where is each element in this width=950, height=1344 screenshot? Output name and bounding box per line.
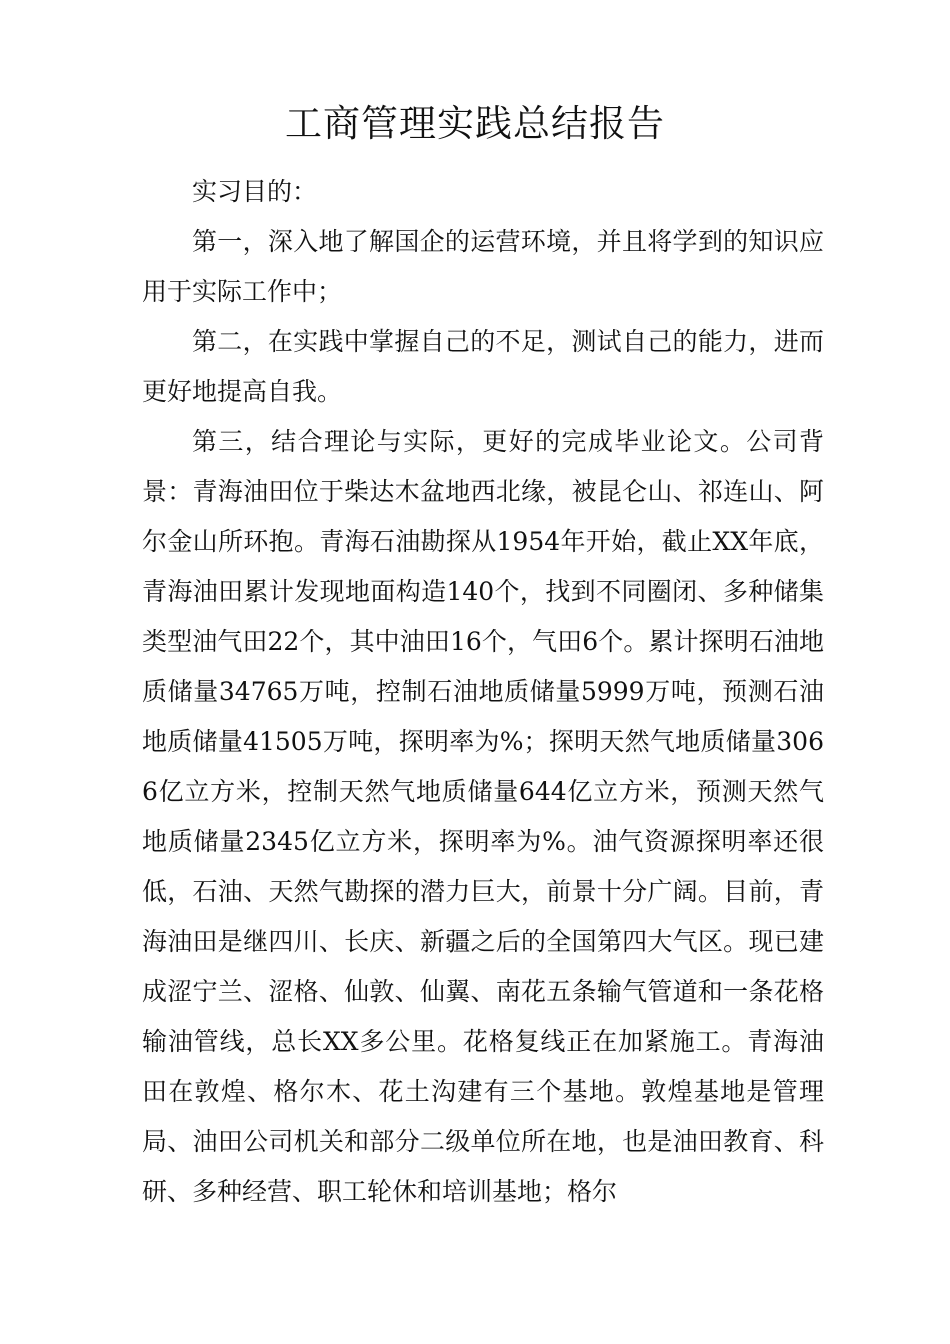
- paragraph-first-point: 第一，深入地了解国企的运营环境，并且将学到的知识应用于实际工作中；: [142, 227, 824, 306]
- paragraph-purpose-heading: 实习目的：: [192, 177, 318, 206]
- document-title: 工商管理实践总结报告: [285, 102, 665, 145]
- paragraph-second-point: 第二，在实践中掌握自己的不足，测试自己的能力，进而更好地提高自我。: [142, 327, 824, 406]
- document-body: [142, 167, 824, 1217]
- paragraph-third-point-background: 第三，结合理论与实际，更好的完成毕业论文。公司背景：青海油田位于柴达木盆地西北缘，被昆仑山、祁连山、阿尔金山所环抱。青海石油勘探从1954年开始，截止XX年底，青海油田累计发现地面构造140个，找到不同圈闭、多种储集类型油气田22个，其中油田16个，气田6个。累计探明石油地质储量34765万吨，控制石油地质储量5999万吨，预测石油地质储量41505万吨，探明率为%；探明天然气地质储量3066亿立方米，控制天然气地质储量644亿立方米，预测天然气地质储量2345亿立方米，探明率为%。油气资源探明率还很低，石油、天然气勘探的潜力巨大，前景十分广阔。目前，青海油田是继四川、长庆、新疆之后的全国第四大气区。现已建成涩宁兰、涩格、仙敦、仙翼、南花五条输气管道和一条花格输油管线，总长XX多公里。花格复线正在加紧施工。青海油田在敦煌、格尔木、花土沟建有三个基地。敦煌基地是管理局、油田公司机关和部分二级单位所在地，也是油田教育、科研、多种经营、职工轮休和培训基地；格尔: [142, 427, 824, 1206]
